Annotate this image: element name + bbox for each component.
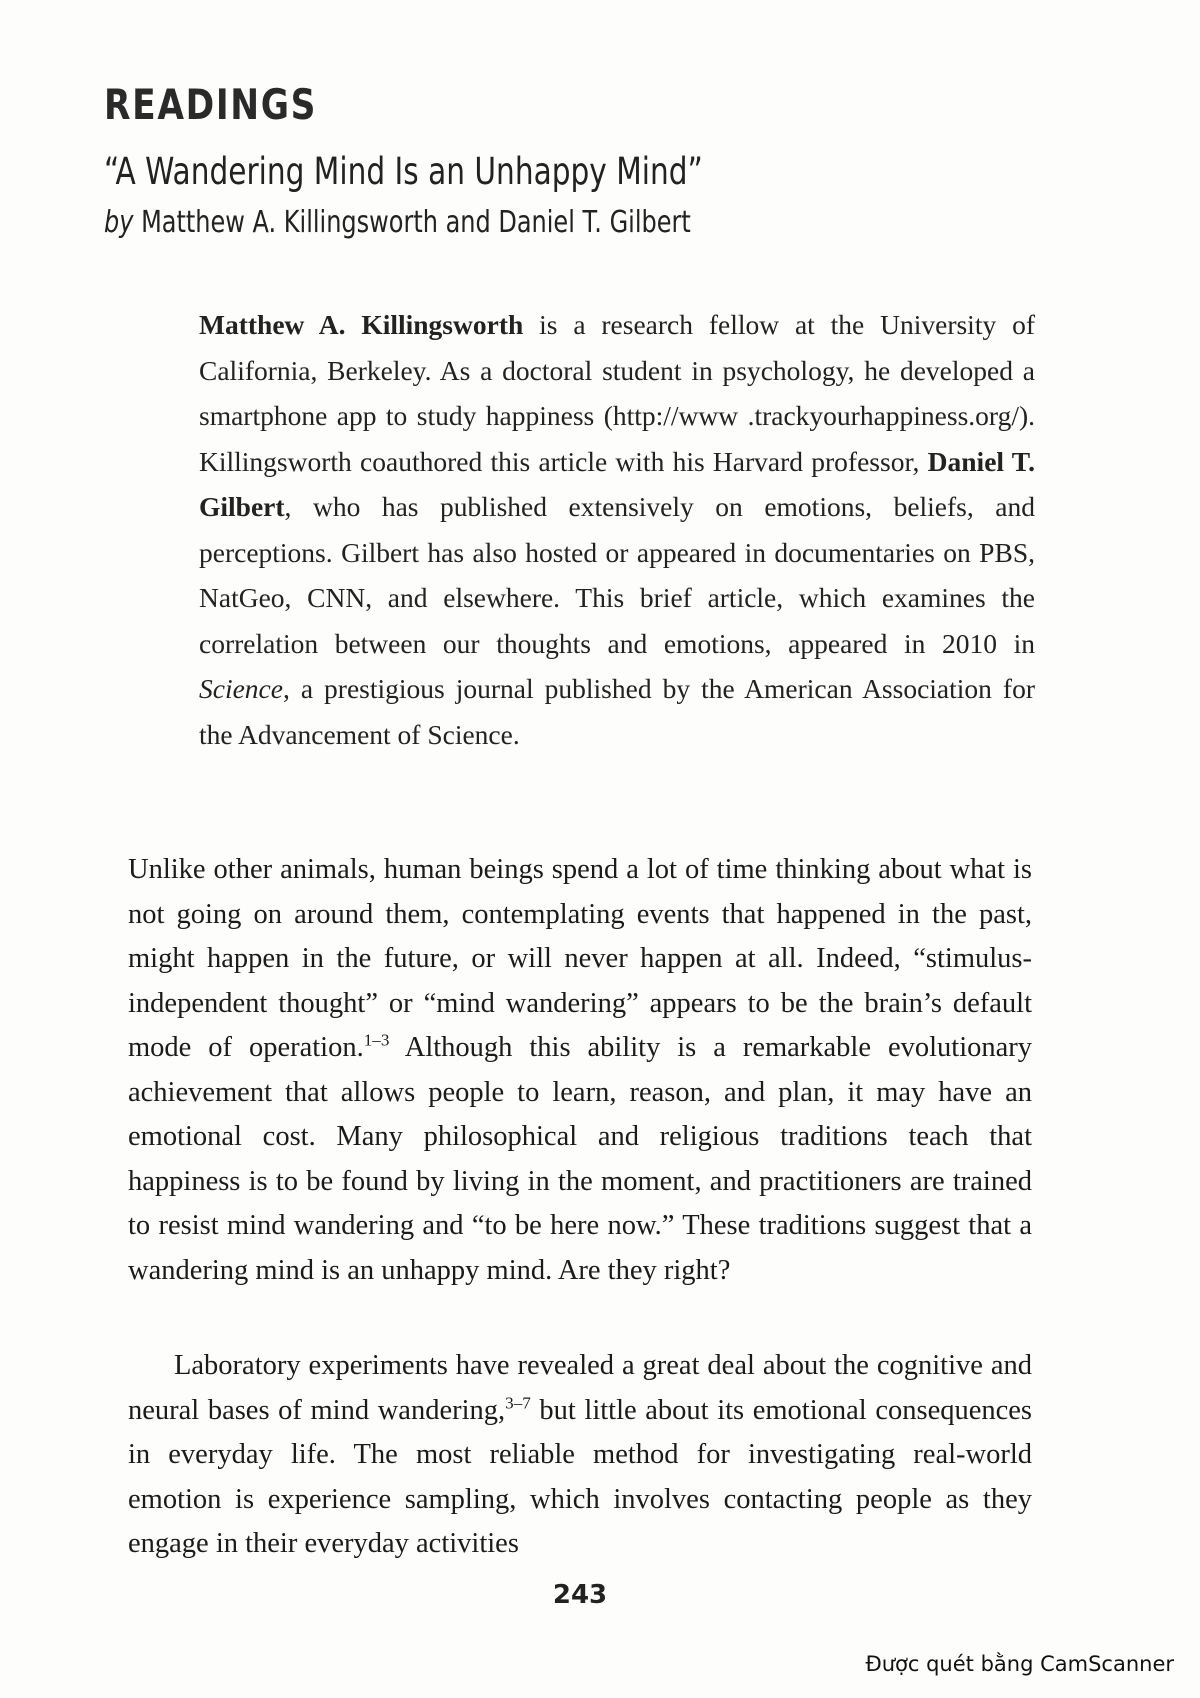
byline-authors: Matthew A. Killingsworth and Daniel T. Gilbert — [141, 205, 691, 240]
byline-prefix: by — [104, 205, 134, 240]
paragraph-1-text — [128, 848, 1032, 1293]
bio-text-3: , a prestigious journal published by the American Association for the Advancement of Science. — [199, 673, 1035, 750]
paragraph-2-text — [128, 1344, 1032, 1567]
p1-text-a: Unlike other animals, human beings spend a lot of time thinking about what is not going on around them, contemplating events that happened in the past, might happen in the future, or will never happen at all. Indeed, “stimulus-independent thought” or “mind wandering” appears to be the brain’s default mode of operation. — [128, 854, 1032, 1063]
author2-name: Daniel T. Gilbert — [199, 445, 1035, 522]
p1-reference: 1–3 — [363, 1030, 390, 1050]
article-title: “A Wandering Mind Is an Unhappy Mind” — [104, 150, 703, 193]
article-byline — [104, 205, 691, 240]
body-paragraph-2 — [128, 1344, 1032, 1567]
p2-text-a: Laboratory experiments have revealed a great deal about the cognitive and neural bases of mind wandering, — [128, 1350, 1032, 1426]
p2-text-b: but little about its emotional consequences in everyday life. The most reliable method for investigating real-world emotion is experience sampling, which involves contacting people as they engage in their everyday activities — [128, 1394, 1033, 1559]
author-bio — [199, 302, 1035, 757]
bio-text-2: , who has published extensively on emotions, beliefs, and perceptions. Gilbert has also hosted or appeared in documentaries on PBS, NatGeo, CNN, and elsewhere. This brief article, which examines the correlation between our thoughts and emotions, appeared in 2010 in — [199, 491, 1035, 659]
page-number: 243 — [552, 1580, 608, 1610]
p2-reference: 3–7 — [505, 1393, 531, 1412]
section-label: READINGS — [104, 80, 318, 129]
scanner-watermark: Được quét bằng CamScanner — [865, 1652, 1174, 1676]
author-bio-paragraph — [199, 302, 1035, 757]
author1-name: Matthew A. Killingsworth — [199, 309, 524, 340]
body-paragraph-1 — [128, 848, 1032, 1293]
journal-name: Science — [199, 673, 283, 704]
p1-text-b: Although this ability is a remarkable evolutionary achievement that allows people to learn, reason, and plan, it may have an emotional cost. Many philosophical and religious traditions teach that happiness is to be found by living in the moment, and practitioners are trained to resist mind wandering and “to be here now.” These traditions suggest that a wandering mind is an unhappy mind. Are they right? — [128, 1032, 1032, 1286]
bio-text-1: is a research fellow at the University of California, Berkeley. As a doctoral student in psychology, he developed a smartphone app to study happiness (http://www .trackyourhappiness.org/). Killingsworth coauthored this article with his Harvard professor, — [199, 309, 1035, 477]
